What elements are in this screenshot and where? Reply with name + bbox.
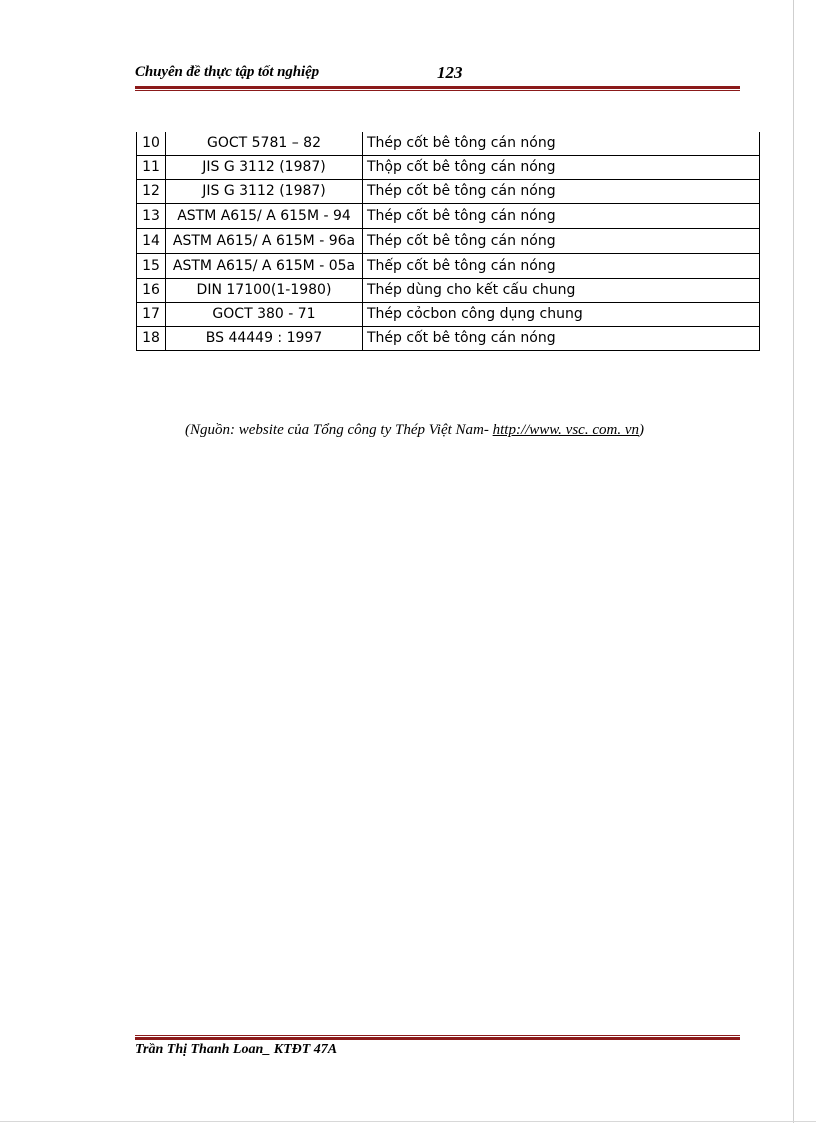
standard-description: Thép cốt bê tông cán nóng (363, 132, 760, 156)
standard-code: ASTM A615/ A 615M - 96a (166, 229, 363, 254)
table-row (137, 327, 760, 351)
page-edge-right (793, 0, 794, 1123)
source-prefix: (Nguồn: website của Tổng công ty Thép Việt Nam- (185, 422, 493, 438)
standard-code: ASTM A615/ A 615M - 94 (166, 204, 363, 229)
page-number: 123 (437, 63, 463, 82)
standard-description: Thép cốt bê tông cán nóng (363, 229, 760, 254)
page-edge-bottom (0, 1121, 816, 1122)
standard-description: Thép cốt bê tông cán nóng (363, 180, 760, 204)
row-number: 10 (137, 132, 166, 156)
standard-description: Thép dùng cho kết cấu chung (363, 279, 760, 303)
source-link[interactable]: http://www. vsc. com. vn (492, 422, 639, 438)
table-row (137, 132, 760, 156)
row-number: 13 (137, 204, 166, 229)
standard-description: Thộp cốt bê tông cán nóng (363, 156, 760, 180)
row-number: 16 (137, 279, 166, 303)
table-row (137, 156, 760, 180)
header-rule (135, 86, 740, 91)
row-number: 14 (137, 229, 166, 254)
table-row (137, 229, 760, 254)
standard-description: Thép cốt bê tông cán nóng (363, 327, 760, 351)
standard-description: Thép cỏcbon công dụng chung (363, 303, 760, 327)
row-number: 18 (137, 327, 166, 351)
source-note (185, 422, 644, 439)
table-row (137, 180, 760, 204)
header-title: Chuyên đề thực tập tốt nghiệp (135, 64, 320, 80)
standard-code: ASTM A615/ A 615M - 05a (166, 254, 363, 279)
standard-code: GOCT 5781 – 82 (166, 132, 363, 156)
standard-code: DIN 17100(1-1980) (166, 279, 363, 303)
footer-rule (135, 1035, 740, 1040)
standard-code: JIS G 3112 (1987) (166, 156, 363, 180)
standards-table (136, 132, 760, 351)
table-row (137, 279, 760, 303)
row-number: 11 (137, 156, 166, 180)
table-row (137, 303, 760, 327)
standard-description: Thếp cốt bê tông cán nóng (363, 254, 760, 279)
table-row (137, 204, 760, 229)
row-number: 12 (137, 180, 166, 204)
footer-author: Trần Thị Thanh Loan_ KTĐT 47A (135, 1042, 338, 1057)
standard-code: JIS G 3112 (1987) (166, 180, 363, 204)
table-row (137, 254, 760, 279)
row-number: 17 (137, 303, 166, 327)
row-number: 15 (137, 254, 166, 279)
standard-code: GOCT 380 - 71 (166, 303, 363, 327)
source-suffix: ) (638, 422, 644, 438)
standard-description: Thép cốt bê tông cán nóng (363, 204, 760, 229)
standard-code: BS 44449 : 1997 (166, 327, 363, 351)
